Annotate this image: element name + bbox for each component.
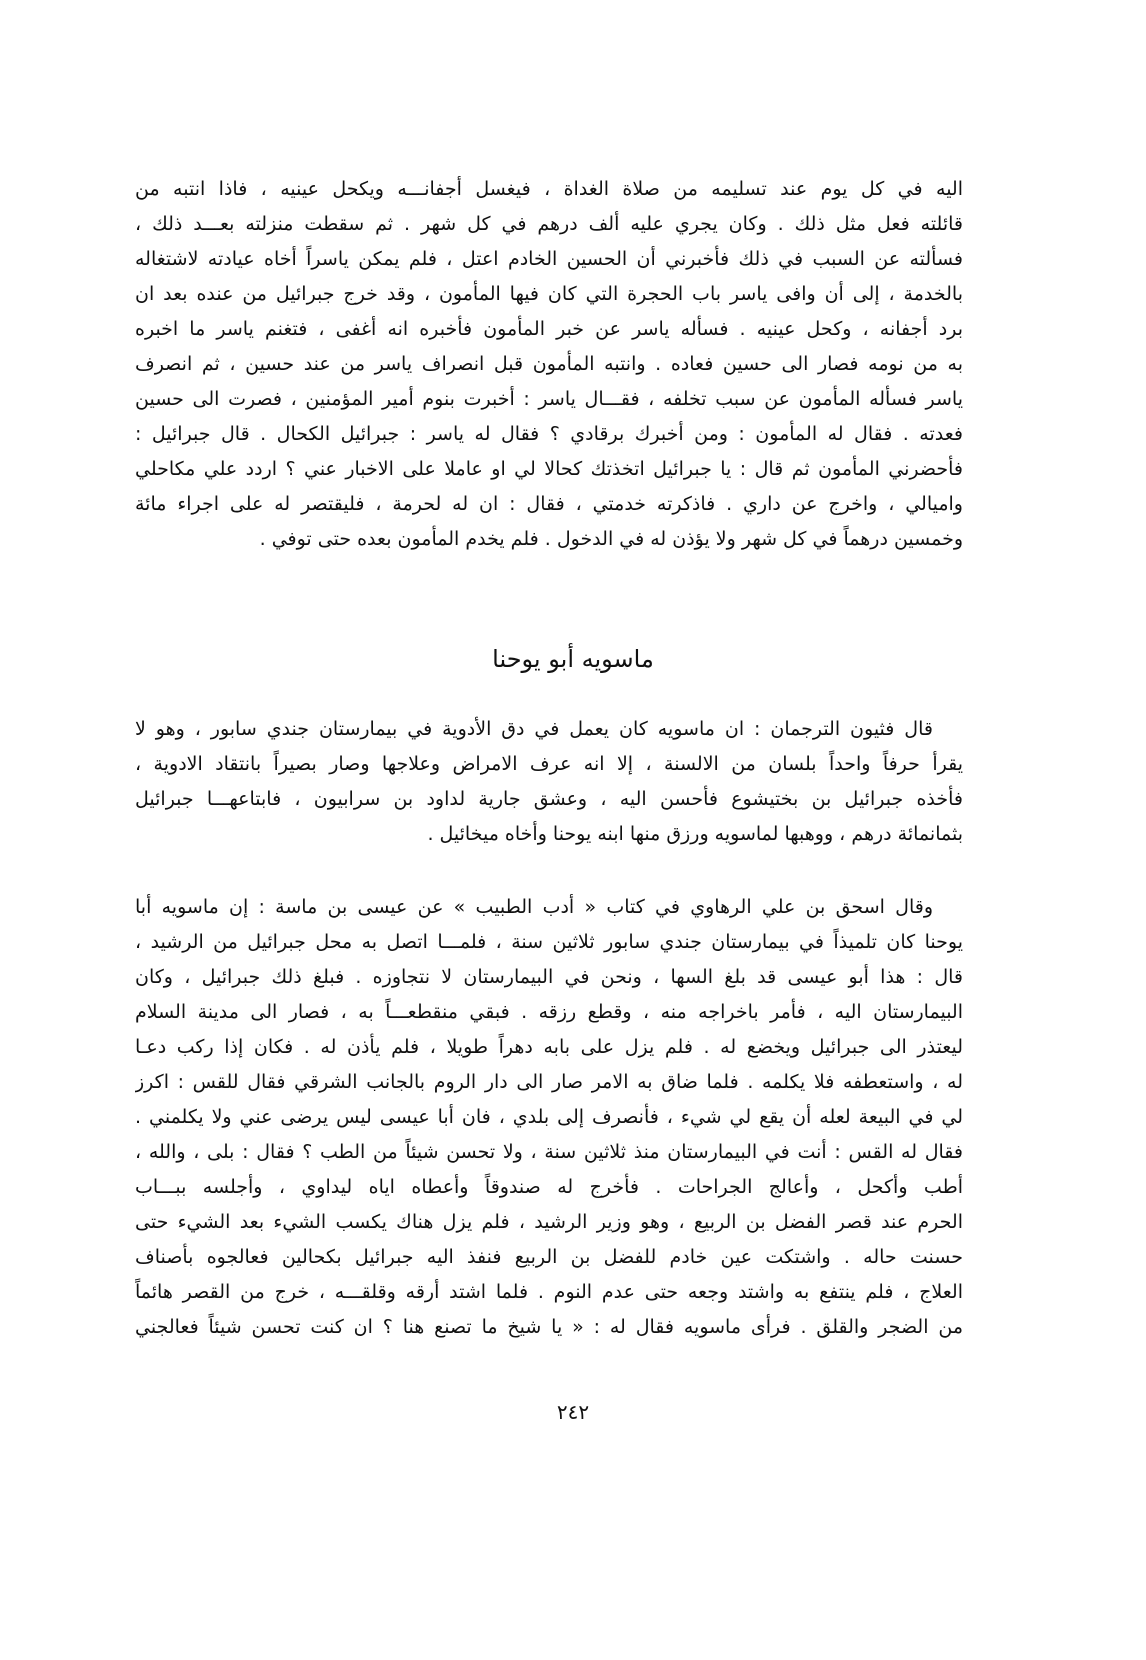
page-number: ٢٤٢ bbox=[556, 1400, 590, 1424]
text-line: فسألته عن السبب في ذلك فأخبرني أن الحسين الخادم اعتل ، فلم يمكن ياسراً أخاه عيادته لاشتغاله bbox=[135, 248, 963, 270]
paragraph-continuation bbox=[135, 172, 963, 557]
text-line: قال : هذا أبو عيسى قد بلغ السها ، ونحن في البيمارستان لا نتجاوزه . فبلغ ذلك جبرائيل ، وكان bbox=[135, 966, 963, 988]
text-line: له ، واستعطفه فلا يكلمه . فلما ضاق به الامر صار الى دار الروم بالجانب الشرقي فقال للقس : اكرز bbox=[135, 1071, 963, 1093]
text-line: برد أجفانه ، وكحل عينيه . فسأله ياسر عن خبر المأمون فأخبره انه أغفى ، فتغنم ياسر ما اخبره bbox=[135, 318, 963, 340]
text-line: يوحنا كان تلميذاً في بيمارستان جندي سابور ثلاثين سنة ، فلمـــا اتصل به محل جبرائيل من الرشيد ، bbox=[135, 931, 963, 953]
text-line: لي في البيعة لعله أن يقع لي شيء ، فأنصرف إلى بلدي ، فان أبا عيسى ليس يرضى عني ولا يكلمني . bbox=[135, 1106, 963, 1128]
paragraph-intro bbox=[135, 712, 963, 852]
text-line: فأحضرني المأمون ثم قال : يا جبرائيل اتخذتك كحالا لي او عاملا على الاخبار عني ؟ اردد علي مكاحلي bbox=[135, 458, 963, 480]
text-line: وخمسين درهماً في كل شهر ولا يؤذن له في الدخول . فلم يخدم المأمون بعده حتى توفي . bbox=[259, 528, 963, 550]
text-line: اليه في كل يوم عند تسليمه من صلاة الغداة ، فيغسل أجفانـــه ويكحل عينيه ، فاذا انتبه من bbox=[135, 178, 963, 200]
text-line: به من نومه فصار الى حسين فعاده . وانتبه المأمون قبل انصراف ياسر من عند حسين ، ثم انصرف bbox=[135, 353, 963, 375]
paragraph-ruhawi-account bbox=[135, 890, 963, 1345]
section-heading: ماسويه أبو يوحنا bbox=[492, 645, 654, 673]
text-line: الحرم عند قصر الفضل بن الربيع ، وهو وزير الرشيد ، فلم يزل هناك يكسب الشيء بعد الشيء حتى bbox=[135, 1211, 963, 1233]
text-line: فعدته . فقال له المأمون : ومن أخبرك برقادي ؟ فقال له ياسر : جبرائيل الكحال . قال جبرائيل : bbox=[135, 423, 963, 445]
text-line: بثمانمائة درهم ، ووهبها لماسويه ورزق منها ابنه يوحنا وأخاه ميخائيل . bbox=[427, 823, 963, 845]
text-line: وقال اسحق بن علي الرهاوي في كتاب « أدب الطبيب » عن عيسى بن ماسة : إن ماسويه أبا bbox=[135, 896, 933, 918]
text-line: من الضجر والقلق . فرأى ماسويه فقال له : « يا شيخ ما تصنع هنا ؟ ان كنت تحسن شيئاً فعالجني bbox=[135, 1316, 963, 1338]
text-line: بالخدمة ، إلى أن وافى ياسر باب الحجرة التي كان فيها المأمون ، وقد خرج جبرائيل من عنده بعد ان bbox=[135, 283, 963, 305]
text-line: واميالي ، واخرج عن داري . فاذكرته خدمتي ، فقال : ان له لحرمة ، فليقتصر له على اجراء مائة bbox=[135, 493, 963, 515]
text-line: حسنت حاله . واشتكت عين خادم للفضل بن الربيع فنفذ اليه جبرائيل بكحالين فعالجوه بأصناف bbox=[135, 1246, 963, 1268]
text-line: العلاج ، فلم ينتفع به واشتد وجعه حتى عدم النوم . فلما اشتد أرقه وقلقـــه ، خرج من القصر هائماً bbox=[135, 1281, 963, 1303]
text-line: ليعتذر الى جبرائيل ويخضع له . فلم يزل على بابه دهراً طويلا ، فلم يأذن له . فكان إذا ركب دعـا bbox=[135, 1036, 963, 1058]
text-line: يقرأ حرفاً واحداً بلسان من الالسنة ، إلا انه عرف الامراض وعلاجها وصار بصيراً بانتقاد الادوية ، bbox=[135, 753, 963, 775]
text-line: أطب وأكحل ، وأعالج الجراحات . فأخرج له صندوقاً وأعطاه اياه ليداوي ، وأجلسه ببـــاب bbox=[135, 1176, 963, 1198]
text-line: ياسر فسأله المأمون عن سبب تخلفه ، فقـــال ياسر : أخبرت بنوم أمير المؤمنين ، فصرت الى حسين bbox=[135, 388, 963, 410]
text-line: قال فثيون الترجمان : ان ماسويه كان يعمل في دق الأدوية في بيمارستان جندي سابور ، وهو لا bbox=[135, 718, 933, 740]
text-line: البيمارستان اليه ، فأمر باخراجه منه ، وقطع رزقه . فبقي منقطعـــاً به ، فصار الى مدينة السلام bbox=[135, 1001, 963, 1023]
text-line: فقال له القس : أنت في البيمارستان منذ ثلاثين سنة ، ولا تحسن شيئاً من الطب ؟ فقال : بلى ، والله ، bbox=[135, 1141, 963, 1163]
text-line: قائلته فعل مثل ذلك . وكان يجري عليه ألف درهم في كل شهر . ثم سقطت منزلته بعـــد ذلك ، bbox=[135, 213, 963, 235]
text-line: فأخذه جبرائيل بن بختيشوع فأحسن اليه ، وعشق جارية لداود بن سرابيون ، فابتاعهـــا جبرائيل bbox=[135, 788, 963, 810]
